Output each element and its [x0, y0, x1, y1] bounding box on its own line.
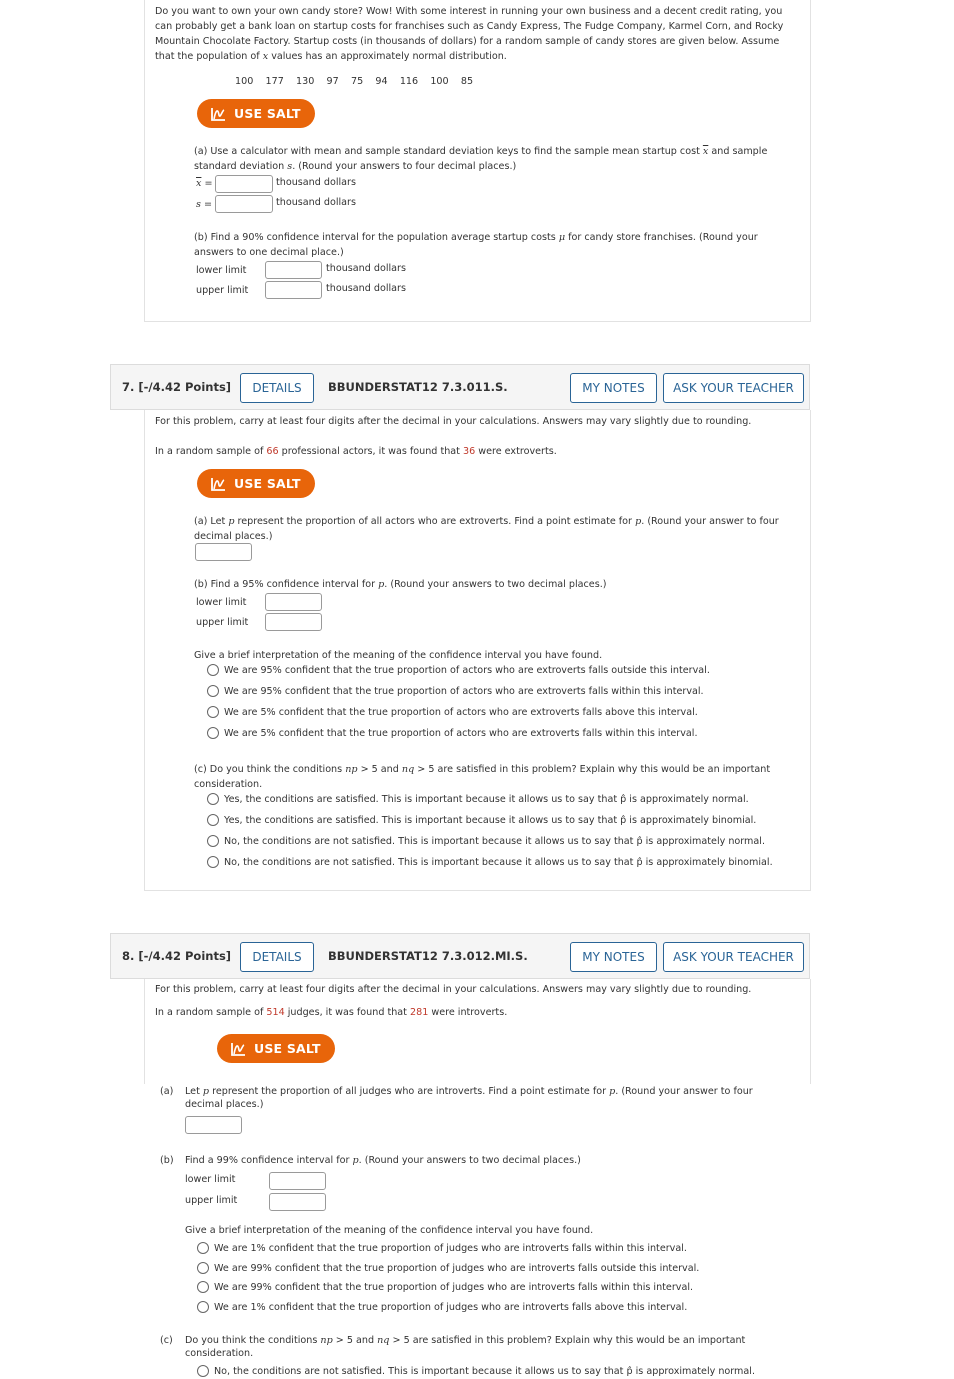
data-value: 75	[350, 76, 364, 87]
salt-label: USE SALT	[254, 1041, 321, 1056]
q7-interp-radio-3[interactable]	[207, 706, 219, 718]
q6-intro-2: can probably get a bank loan on startup costs for franchises such as Candy Express, The Fudge Company, Karmel Corn, and Rocky	[155, 21, 784, 32]
q7-cond-radio-2[interactable]	[207, 814, 219, 826]
q7-point-estimate-input[interactable]	[195, 543, 252, 561]
q8-interp-radio-4[interactable]	[197, 1301, 209, 1313]
q7-part-a-line1: (a) Let p represent the proportion of all actors who are extroverts. Find a point estimate for p. (Round your answer to four	[194, 516, 779, 527]
data-value: 130	[296, 76, 315, 87]
q7-lower-input[interactable]	[265, 593, 322, 611]
q7-interp-option-4: We are 5% confident that the true proportion of actors who are extroverts falls within this interval.	[224, 728, 698, 739]
q7-interp-radio-1[interactable]	[207, 664, 219, 676]
q7-number: 7. [-/4.42 Points]	[122, 380, 232, 394]
q6-use-salt-button[interactable]	[197, 99, 315, 128]
q8-upper-label: upper limit	[185, 1195, 238, 1206]
q6-xbar-unit: thousand dollars	[276, 177, 357, 188]
q8-part-a-line1: Let p represent the proportion of all judges who are introverts. Find a point estimate for p. (Round your answer to four	[185, 1086, 753, 1097]
q7-part-b: (b) Find a 95% confidence interval for p. (Round your answers to two decimal places.)	[194, 579, 607, 590]
q8-cond-radio-1[interactable]	[197, 1365, 209, 1377]
q8-ask-teacher-button[interactable]: ASK YOUR TEACHER	[663, 942, 804, 972]
q8-interp-option-2: We are 99% confident that the true proportion of judges who are introverts falls outside this interval.	[214, 1263, 700, 1274]
data-value: 85	[460, 76, 474, 87]
q6-upper-input[interactable]	[265, 281, 322, 299]
q6-xbar-label: $\overline{x}$ =	[196, 178, 213, 189]
q8-interp-option-4: We are 1% confident that the true proportion of judges who are introverts falls above this interval.	[214, 1302, 688, 1313]
q7-cond-radio-3[interactable]	[207, 835, 219, 847]
q7-interp-option-1: We are 95% confident that the true proportion of actors who are extroverts falls outside this interval.	[224, 665, 710, 676]
salt-label: USE SALT	[234, 106, 301, 121]
q8-number: 8. [-/4.42 Points]	[122, 949, 232, 963]
q8-lower-input[interactable]	[269, 1172, 326, 1190]
q8-use-salt-button[interactable]	[217, 1034, 335, 1063]
data-value: 116	[399, 76, 419, 87]
q7-part-c-line2: consideration.	[194, 779, 263, 790]
q6-s-input[interactable]	[215, 195, 273, 213]
q8-part-b-tag: (b)	[160, 1155, 174, 1166]
data-value: 100	[235, 76, 254, 87]
q7-code: BBUNDERSTAT12 7.3.011.S.	[328, 380, 508, 394]
q7-interp-radio-2[interactable]	[207, 685, 219, 697]
q7-use-salt-button[interactable]	[197, 469, 315, 498]
q8-sample-text: In a random sample of 514 judges, it was found that 281 were introverts.	[155, 1007, 508, 1018]
q6-upper-label: upper limit	[196, 285, 249, 296]
q7-upper-input[interactable]	[265, 613, 322, 631]
q7-ask-teacher-button[interactable]: ASK YOUR TEACHER	[663, 373, 804, 403]
q8-interp-radio-3[interactable]	[197, 1281, 209, 1293]
data-value: 100	[430, 76, 449, 87]
q7-interp-option-3: We are 5% confident that the true proportion of actors who are extroverts falls above this interval.	[224, 707, 698, 718]
q8-code: BBUNDERSTAT12 7.3.012.MI.S.	[328, 949, 528, 963]
q7-part-a-line2: decimal places.)	[194, 531, 273, 542]
q7-sample-text: In a random sample of 66 professional actors, it was found that 36 were extroverts.	[155, 446, 557, 457]
q7-interp-radio-4[interactable]	[207, 727, 219, 739]
q8-interp-radio-1[interactable]	[197, 1242, 209, 1254]
q7-carry-note: For this problem, carry at least four digits after the decimal in your calculations. Answers may vary slightly due to rounding.	[155, 416, 752, 427]
q8-header	[110, 933, 810, 979]
q6-intro-1: Do you want to own your own candy store? Wow! With some interest in running your own business and a decent credit rating, you	[155, 6, 783, 17]
q7-interp-option-2: We are 95% confident that the true proportion of actors who are extroverts falls within this interval.	[224, 686, 704, 697]
q8-interp-option-3: We are 99% confident that the true proportion of judges who are introverts falls within this interval.	[214, 1282, 694, 1293]
q6-intro-3: Mountain Chocolate Factory. Startup costs (in thousands of dollars) for a random sample of candy stores are given below. Assume	[155, 36, 780, 47]
q6-s-unit: thousand dollars	[276, 197, 357, 208]
salt-label: USE SALT	[234, 476, 301, 491]
q8-part-b: Find a 99% confidence interval for p. (Round your answers to two decimal places.)	[185, 1155, 581, 1166]
q8-carry-note: For this problem, carry at least four digits after the decimal in your calculations. Answers may vary slightly due to rounding.	[155, 984, 752, 995]
q6-part-a-line2: standard deviation s. (Round your answers to four decimal places.)	[194, 161, 517, 172]
salt-icon	[211, 477, 226, 491]
q7-lower-label: lower limit	[196, 597, 247, 608]
q8-part-a-tag: (a)	[160, 1086, 174, 1097]
q6-part-a-line1: (a) Use a calculator with mean and sample standard deviation keys to find the sample mean startup cost $\overline{x}$ and sample	[194, 146, 768, 157]
data-value: 94	[375, 76, 388, 87]
salt-icon	[231, 1042, 246, 1056]
q6-xbar-input[interactable]	[215, 175, 273, 193]
q7-details-button[interactable]: DETAILS	[240, 373, 314, 403]
q8-part-c-tag: (c)	[160, 1335, 173, 1346]
q8-sample-n: 514	[266, 1007, 285, 1018]
q8-sample-x: 281	[410, 1007, 429, 1018]
q8-part-c-line1: Do you think the conditions np > 5 and nq > 5 are satisfied in this problem? Explain why this would be an important	[185, 1335, 746, 1346]
q6-s-label: s =	[196, 199, 213, 210]
q6-lower-label: lower limit	[196, 265, 247, 276]
q8-part-c-line2: consideration.	[185, 1348, 254, 1359]
q7-cond-option-1: Yes, the conditions are satisfied. This is important because it allows us to say that p̂ is approximately normal.	[224, 794, 749, 805]
q8-point-estimate-input[interactable]	[185, 1116, 242, 1134]
salt-icon	[211, 107, 226, 121]
q8-interp-option-1: We are 1% confident that the true proportion of judges who are introverts falls within this interval.	[214, 1243, 687, 1254]
q6-part-b-line1: (b) Find a 90% confidence interval for the population average startup costs μ for candy store franchises. (Round your	[194, 232, 758, 243]
q8-interp-prompt: Give a brief interpretation of the meaning of the confidence interval you have found.	[185, 1225, 594, 1236]
q7-cond-option-4: No, the conditions are not satisfied. This is important because it allows us to say that p̂ is approximately binomial.	[224, 857, 773, 868]
q7-cond-option-2: Yes, the conditions are satisfied. This is important because it allows us to say that p̂ is approximately binomial.	[224, 815, 757, 826]
q7-header	[110, 364, 810, 410]
q8-details-button[interactable]: DETAILS	[240, 942, 314, 972]
q8-upper-input[interactable]	[269, 1193, 326, 1211]
q8-interp-radio-2[interactable]	[197, 1262, 209, 1274]
q6-lower-input[interactable]	[265, 261, 322, 279]
q6-upper-unit: thousand dollars	[326, 283, 407, 294]
q7-part-c-line1: (c) Do you think the conditions np > 5 and nq > 5 are satisfied in this problem? Explain why this would be an important	[194, 764, 771, 775]
q6-data-values	[235, 74, 473, 89]
data-value: 97	[326, 76, 339, 87]
q6-part-b-line2: answers to one decimal place.)	[194, 247, 344, 258]
q7-interp-prompt: Give a brief interpretation of the meaning of the confidence interval you have found.	[194, 650, 603, 661]
q8-my-notes-button[interactable]: MY NOTES	[570, 942, 657, 972]
q8-lower-label: lower limit	[185, 1174, 236, 1185]
q7-sample-n: 66	[266, 446, 279, 457]
q7-cond-radio-4[interactable]	[207, 856, 219, 868]
q7-upper-label: upper limit	[196, 617, 249, 628]
data-value: 177	[265, 76, 284, 87]
q7-cond-option-3: No, the conditions are not satisfied. This is important because it allows us to say that p̂ is approximately normal.	[224, 836, 766, 847]
q8-part-a-line2: decimal places.)	[185, 1099, 264, 1110]
q7-my-notes-button[interactable]: MY NOTES	[570, 373, 657, 403]
q7-cond-radio-1[interactable]	[207, 793, 219, 805]
q6-lower-unit: thousand dollars	[326, 263, 407, 274]
q7-sample-x: 36	[462, 446, 476, 457]
q6-intro-4: that the population of x values has an approximately normal distribution.	[155, 51, 507, 62]
q8-cond-option-1: No, the conditions are not satisfied. This is important because it allows us to say that p̂ is approximately normal.	[214, 1366, 756, 1377]
